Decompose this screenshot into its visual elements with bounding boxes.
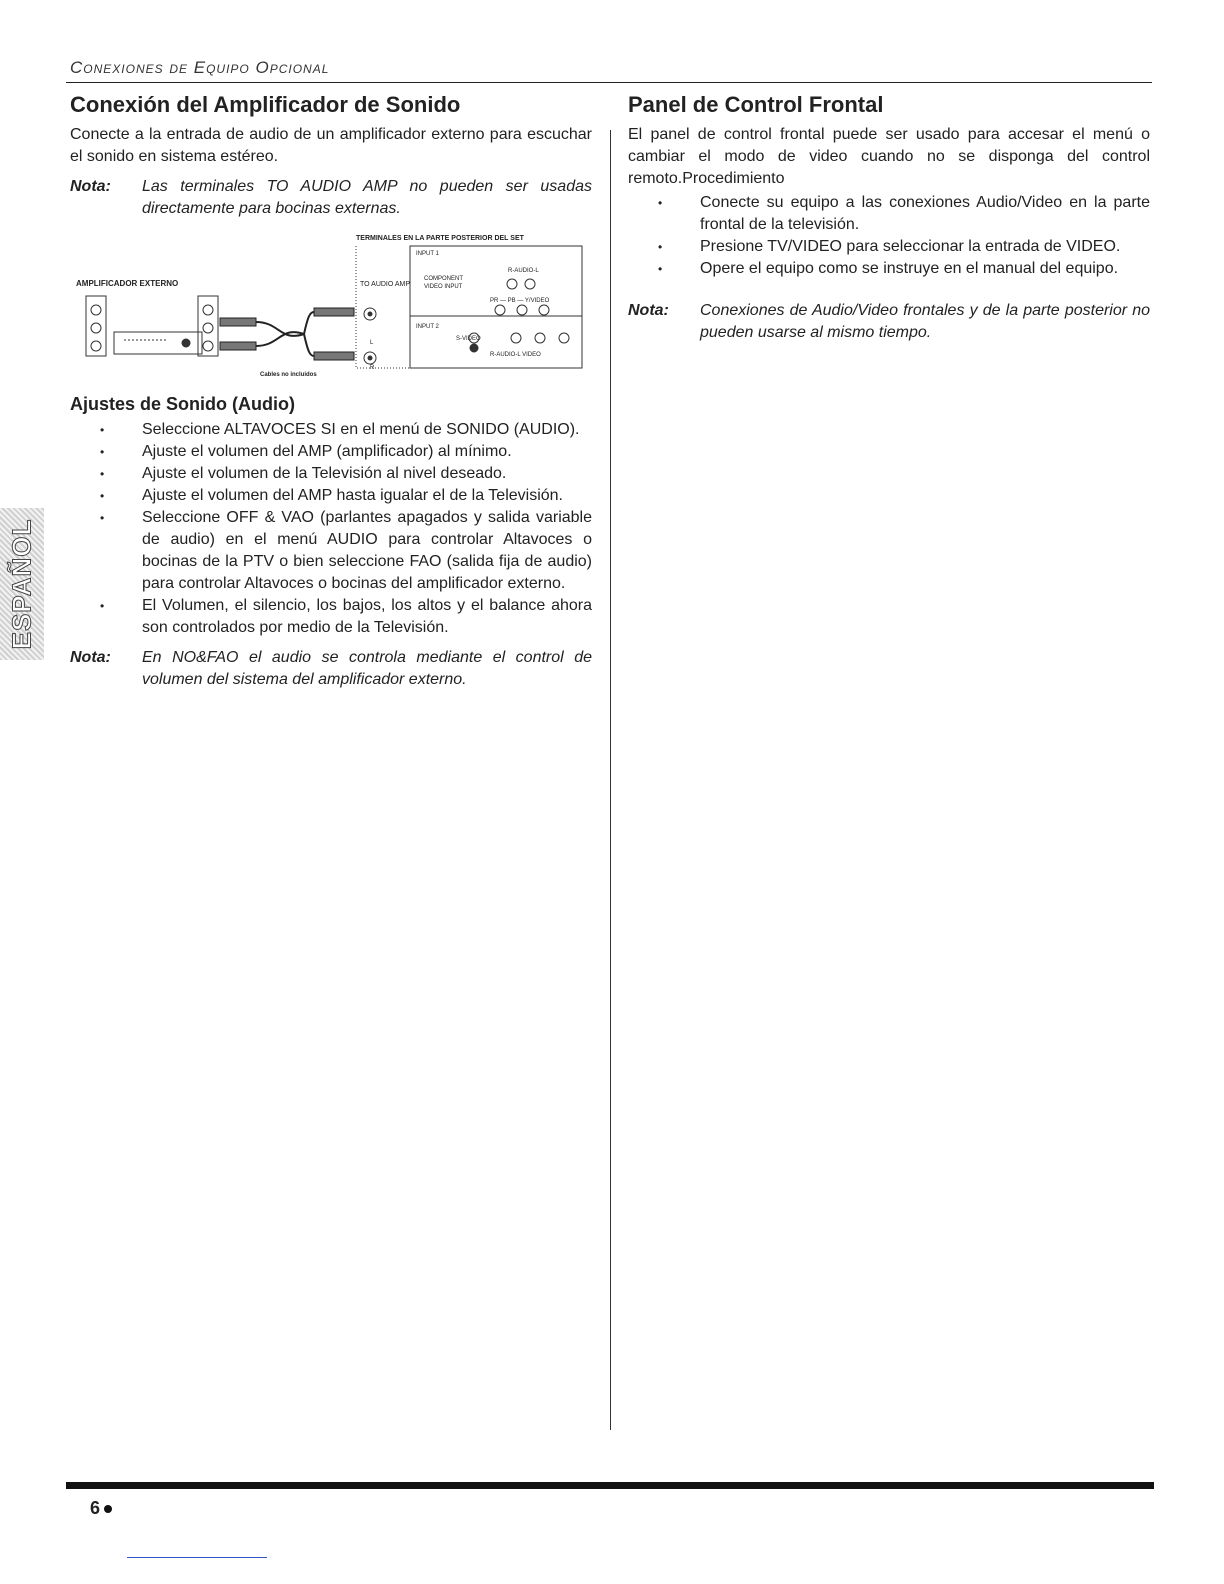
note-label: Nota: xyxy=(628,302,669,319)
r-label: R xyxy=(370,365,375,371)
input2-label: INPUT 2 xyxy=(416,324,439,330)
external-amplifier xyxy=(86,296,218,356)
r-audio-l-label: R-AUDIO-L xyxy=(508,268,539,274)
front-panel-intro: El panel de control frontal puede ser usado para accesar el menú o cambiar el modo de video cuando no se disponga del control remoto.Procedimiento xyxy=(628,126,1150,187)
note-text: Las terminales TO AUDIO AMP no pueden ser usadas directamente para bocinas externas. xyxy=(142,178,592,217)
list-item: • Conecte su equipo a las conexiones Audio/Video en la parte frontal de la televisión. xyxy=(628,192,1150,236)
audio-cables xyxy=(220,308,354,360)
list-item: • Ajuste el volumen de la Televisión al nivel deseado. xyxy=(70,463,592,485)
note-text: En NO&FAO el audio se controla mediante el control de volumen del sistema del amplificador externo. xyxy=(142,649,592,688)
language-side-tab xyxy=(0,508,44,660)
language-side-tab-label: ESPAÑOL xyxy=(6,518,37,650)
audio-settings-list xyxy=(70,419,592,639)
audio-settings-note xyxy=(70,647,592,691)
note-label: Nota: xyxy=(70,649,111,666)
column-divider xyxy=(610,130,611,1430)
page-number xyxy=(90,1498,112,1519)
list-item: • Opere el equipo como se instruye en el manual del equipo. xyxy=(628,258,1150,280)
component-label: COMPONENT xyxy=(424,276,463,282)
list-item: • El Volumen, el silencio, los bajos, los altos y el balance ahora son controlados por medio de la Televisión. xyxy=(70,595,592,639)
input1-label: INPUT 1 xyxy=(416,251,439,257)
front-panel-note xyxy=(628,300,1150,344)
amplifier-connection-diagram xyxy=(70,230,592,380)
list-item: • Seleccione ALTAVOCES SI en el menú de SONIDO (AUDIO). xyxy=(70,419,592,441)
bullet-dot-icon xyxy=(104,1505,112,1513)
l-label: L xyxy=(370,340,374,346)
s-video-label: S-VIDEO xyxy=(456,336,481,342)
amplifier-intro: Conecte a la entrada de audio de un amplificador externo para escuchar el sonido en sistema estéreo. xyxy=(70,126,592,165)
footer-link-line xyxy=(127,1557,267,1558)
running-header: Conexiones de Equipo Opcional xyxy=(70,58,330,77)
terminals-label: TERMINALES EN LA PARTE POSTERIOR DEL SET xyxy=(356,235,524,242)
diagram-svg xyxy=(70,230,592,380)
list-item: • Ajuste el volumen del AMP (amplificador) al mínimo. xyxy=(70,441,592,463)
front-panel-steps xyxy=(628,192,1150,280)
cables-label: Cables no incluidos xyxy=(260,372,317,378)
pr-pb-y-label: PR — PB — Y/VIDEO xyxy=(490,298,550,304)
amplifier-section-title: Conexión del Amplificador de Sonido xyxy=(70,92,461,117)
amplifier-note xyxy=(70,176,592,220)
left-column xyxy=(70,92,592,691)
note-label: Nota: xyxy=(70,178,111,195)
video-input-label: VIDEO INPUT xyxy=(424,284,463,290)
right-column xyxy=(628,92,1150,344)
tv-rear-panel xyxy=(356,246,582,368)
audio-settings-title: Ajustes de Sonido (Audio) xyxy=(70,394,295,414)
page-number-value: 6 xyxy=(90,1498,101,1518)
list-item: • Presione TV/VIDEO para seleccionar la entrada de VIDEO. xyxy=(628,236,1150,258)
amp-label: AMPLIFICADOR EXTERNO xyxy=(76,279,179,288)
header-rule xyxy=(66,82,1152,83)
list-item: • Ajuste el volumen del AMP hasta igualar el de la Televisión. xyxy=(70,485,592,507)
note-text: Conexiones de Audio/Video frontales y de la parte posterior no pueden usarse al mismo tiempo. xyxy=(700,302,1150,341)
r-audio-l-video-label: R-AUDIO-L VIDEO xyxy=(490,352,541,358)
front-panel-section-title: Panel de Control Frontal xyxy=(628,92,884,117)
to-audio-amp-label: TO AUDIO AMP xyxy=(360,281,411,288)
footer-rule xyxy=(66,1482,1154,1489)
list-item: • Seleccione OFF & VAO (parlantes apagados y salida variable de audio) en el menú AUDIO para controlar Altavoces o bocinas de la PTV o bien seleccione FAO (salida fija de audio) para controlar Altavoces o bocinas del amplificador externo. xyxy=(70,507,592,595)
